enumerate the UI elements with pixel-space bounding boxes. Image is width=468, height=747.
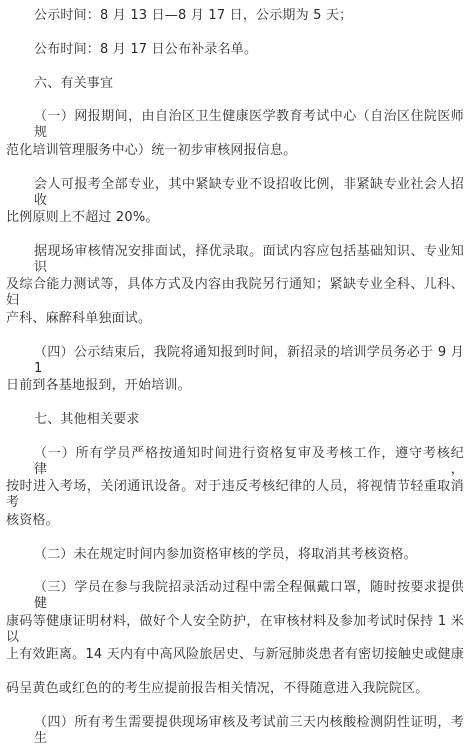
publicity-period-line: 公示时间：8 月 13 日—8 月 17 日，公示期为 5 天；	[34, 8, 353, 23]
paragraph-line: 日前到各基地报到，开始培训。	[6, 378, 191, 393]
paragraph-line: 及综合能力测试等，具体方式及内容由我院另行通知；紧缺专业全科、儿科、妇	[6, 277, 464, 308]
paragraph-line: 产科、麻醉科单独面试。	[6, 311, 152, 326]
paragraph-line: 会人可报考全部专业，其中紧缺专业不设招收比例，非紧缺专业社会人招收	[34, 177, 464, 208]
paragraph-line: 码呈黄色或红色的的考生应提前报告相关情况，不得随意进入我院院区。	[6, 681, 429, 696]
paragraph-line: 据现场审核情况安排面试，择优录取。面试内容应包括基础知识、专业知识	[34, 244, 464, 275]
paragraph-line: 上有效距离。14 天内有中高风险旅居史、与新冠肺炎患者有密切接触史或健康	[6, 647, 464, 662]
paragraph-line: 比例原则上不超过 20%。	[6, 210, 159, 225]
paragraph-line: 康码等健康证明材料，做好个人安全防护，在审核材料及参加考试时保持 1 米以	[6, 614, 464, 645]
paragraph-line: （四）公示结束后，我院将通知报到时间，新招录的培训学员务必于 9 月 1	[34, 345, 464, 376]
paragraph-line: （一）所有学员严格按通知时间进行资格复审及考核工作，遵守考核纪律，	[34, 446, 464, 477]
paragraph-line: （三）学员在参与我院招录活动过程中需全程佩戴口罩，随时按要求提供健	[34, 580, 464, 611]
paragraph-line: 按时进入考场，关闭通讯设备。对于违反考核纪律的人员，将视情节轻重取消考	[6, 479, 464, 510]
paragraph-line: 范化培训管理服务中心）统一初步审核网报信息。	[6, 143, 297, 158]
section-six-heading: 六、有关事宜	[34, 76, 114, 91]
section-seven-heading: 七、其他相关要求	[34, 412, 140, 427]
paragraph-line: （二）未在规定时间内参加资格审核的学员，将取消其考核资格。	[34, 547, 417, 562]
publication-time-line: 公布时间：8 月 17 日公布补录名单。	[34, 42, 258, 57]
paragraph-line: 核资格。	[6, 513, 59, 528]
paragraph-line: （四）所有考生需要提供现场审核及考试前三天内核酸检测阴性证明，考生	[34, 715, 464, 746]
paragraph-line: （一）网报期间，由自治区卫生健康医学教育考试中心（自治区住院医师规	[34, 109, 464, 140]
